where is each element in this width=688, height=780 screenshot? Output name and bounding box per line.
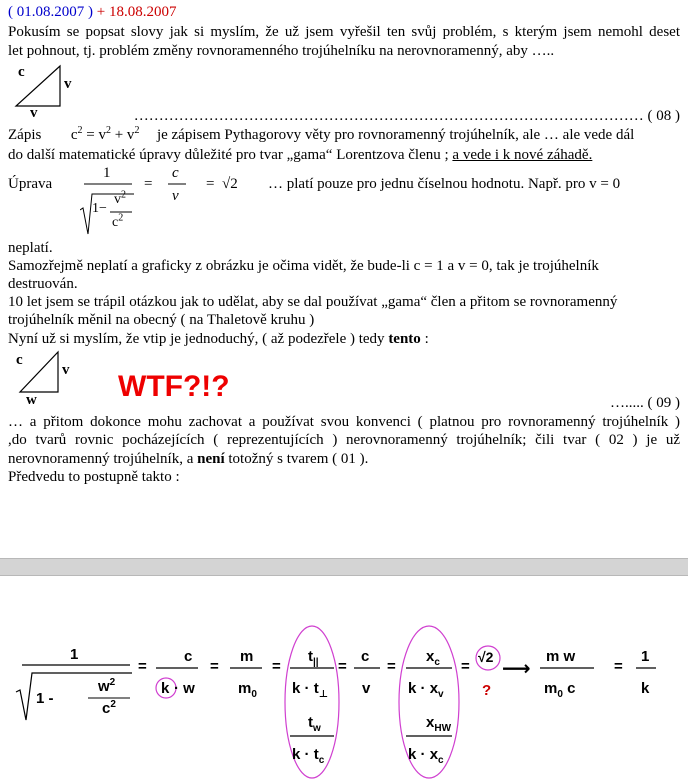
date-updated: + 18.08.2007 — [96, 4, 177, 20]
f9-den: k — [641, 680, 650, 697]
exp-2: 2 — [105, 125, 111, 136]
ratio-c: c — [172, 165, 179, 181]
equation-number-08: ………………………………………………………………………………………… ( 08 ) — [133, 108, 680, 124]
triangle-shape-2 — [20, 352, 58, 392]
page-divider — [0, 558, 688, 576]
equation-number-09: …..... ( 09 ) — [610, 395, 680, 411]
body-line-6 — [8, 331, 429, 348]
header-dates — [8, 4, 176, 21]
f2-k: k — [161, 680, 170, 697]
body-line-5: trojúhelník měnil na obecný ( na Thaletově kruhu ) — [8, 312, 315, 328]
eq-6: = — [461, 658, 470, 675]
body2-line-1: … a přitom dokonce mohu zachovat a používat svou konvenci ( platnou pro rovnoramenný trojúhelník ) — [8, 414, 680, 430]
triangle1-label-v-side: v — [64, 76, 72, 92]
f5-num: c — [361, 648, 370, 665]
zapis-word: Zápis — [8, 127, 42, 143]
f6a-den: $k \cdot x_v$ — [408, 680, 444, 700]
uprava-eq-1: = — [144, 176, 153, 192]
zapis-line2-text: do další matematické úpravy důležité pro tvar „gama“ Lorentzova členu ; — [8, 147, 453, 163]
arrow-icon: ⟶ — [502, 658, 531, 680]
body-line-4: 10 let jsem se trápil otázkou jak to udělat, aby se dal používat „gama“ člen a přitom se rovnoramenný — [8, 294, 618, 310]
body-line-1: neplatí. — [8, 240, 53, 256]
triangle1-label-c: c — [18, 64, 25, 80]
f4a-den: $k \cdot t_\perp$ — [292, 680, 328, 700]
uprava-word: Úprava — [8, 176, 53, 192]
ratio-v: v — [172, 188, 179, 204]
gamma-one: 1 — [103, 165, 111, 181]
body-line-2: Samozřejmě neplatí a graficky z obrázku je očima vidět, že bude-li c = 1 a v = 0, tak je trojúhelník — [8, 258, 599, 274]
eq-4: = — [338, 658, 347, 675]
f2-den: · w — [174, 680, 195, 697]
eq-1: = — [138, 658, 147, 675]
uprava-sqrt2: √2 — [222, 176, 238, 192]
body2-line-4: Předvedu to postupně takto : — [8, 469, 180, 485]
exp-3: 2 — [134, 125, 140, 136]
f4b-num: $t_w$ — [308, 714, 321, 734]
f7-sqrt2: √2 — [478, 649, 494, 665]
eq-8: = — [614, 658, 623, 675]
f1-c2: $c^2$ — [102, 699, 116, 717]
body-line6-text: Nyní už si myslím, že vtip je jednoduchý, ( až podezřele ) tedy — [8, 331, 389, 347]
gamma-inner-one: 1− — [92, 201, 107, 216]
zapis-text: je zápisem Pythagorovy věty pro rovnoramenný trojúhelník, ale … ale vede dál — [156, 127, 635, 143]
f5-den: v — [362, 680, 371, 697]
f4b-den: $k \cdot t_c$ — [292, 746, 325, 766]
exp-1: 2 — [77, 125, 83, 136]
body2-line3-tail: totožný s tvarem ( 01 ). — [224, 451, 369, 467]
zapis-line — [8, 127, 634, 144]
f4a-num: $t_{||}$ — [308, 648, 319, 668]
triangle2-label-c: c — [16, 352, 23, 368]
body2-line-3 — [8, 451, 368, 468]
wtf-annotation: WTF?!? — [118, 370, 230, 403]
body-line-3: destruován. — [8, 276, 78, 292]
f1-one: 1 — [70, 646, 79, 663]
f3-den: $m_0$ — [238, 680, 257, 700]
body-line6-bold: tento — [388, 331, 421, 347]
zapis-underlined: a vede i k nové záhadě. — [452, 147, 593, 163]
f1-one-minus: 1 - — [36, 690, 54, 707]
f6a-num: $x_c$ — [426, 648, 440, 668]
f8-num: m w — [546, 648, 576, 665]
triangle2-label-v-side: v — [62, 362, 70, 378]
eq-2: = — [210, 658, 219, 675]
body2-line3-text: nerovnoramenný trojúhelník, a — [8, 451, 198, 467]
f6b-num: $x_{HW}$ — [426, 714, 452, 734]
body2-line3-bold: není — [197, 451, 225, 467]
intro-line-1: Pokusím se popsat slovy jak si myslím, že už jsem vyřešil ten svůj problém, s kterým jsem nemohl deset — [8, 24, 680, 40]
eq-5: = — [387, 658, 396, 675]
uprava-tail: … platí pouze pro jednu číselnou hodnotu. Např. pro v = 0 — [268, 176, 621, 192]
pythagoras-v1: = v — [82, 127, 106, 143]
f2-num: c — [184, 648, 193, 665]
f1-w2: $w^2$ — [98, 677, 116, 695]
f9-num: 1 — [641, 648, 650, 665]
f7-question: ? — [482, 682, 492, 699]
f3-num: m — [240, 648, 254, 665]
f8-den: $m_0$ c — [544, 680, 576, 700]
gamma-v2: $v^2$ — [114, 189, 126, 207]
gamma-c2: $c^2$ — [112, 212, 124, 230]
eq-3: = — [272, 658, 281, 675]
triangle1-label-v-bottom: v — [30, 105, 38, 121]
intro-line-2: let pohnout, tj. problém změny rovnoramenného trojúhelníku na nerovnoramenný, aby ….. — [8, 43, 555, 59]
triangle2-label-w-bottom: w — [26, 392, 37, 408]
date-original: ( 01.08.2007 ) — [8, 4, 93, 20]
formula-chain-lines — [0, 610, 688, 780]
body-line6-colon: : — [420, 331, 429, 347]
f6b-den: $k \cdot x_c$ — [408, 746, 444, 766]
body2-line-2: ,do tvarů rovnic pocházejících ( reprezentujících ) nerovnoramenný trojúhelník; čili tvar ( 02 ) je už — [8, 432, 680, 448]
uprava-eq-2: = — [206, 176, 215, 192]
pythagoras-v2: + v — [110, 127, 135, 143]
pythagoras-c: c — [70, 127, 78, 143]
